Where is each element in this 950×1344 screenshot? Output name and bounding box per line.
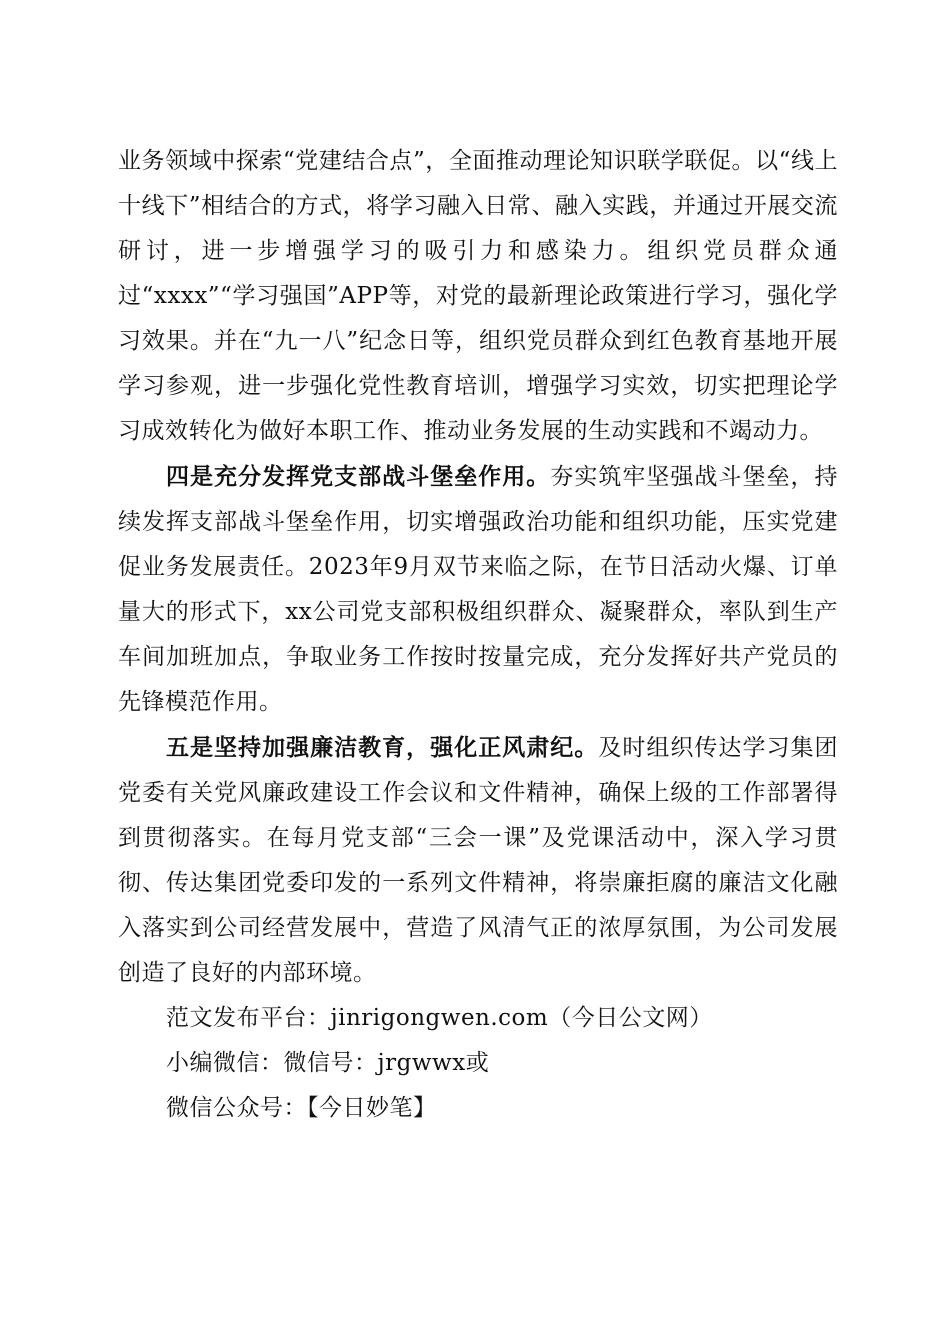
footer-platform: 范文发布平台：jinrigongwen.com（今日公文网） <box>166 1005 713 1031</box>
paragraph-section-4 <box>118 454 838 725</box>
paragraph-section-5 <box>118 725 838 996</box>
document-body <box>118 139 838 1131</box>
section-5-lead: 五是坚持加强廉洁教育，强化正风肃纪。 <box>166 734 599 761</box>
paragraph-continued: 业务领域中探索“党建结合点”，全面推动理论知识联学联促。以“线上十线下”相结合的方式，将学习融入日常、融入实践，并通过开展交流研讨，进一步增强学习的吸引力和感染力。组织党员群众通过“xxxx”“学习强国”APP等，对党的最新理论政策进行学习，强化学习效果。并在“九一八”纪念日等，组织党员群众到红色教育基地开展学习参观，进一步强化党性教育培训，增强学习实效，切实把理论学习成效转化为做好本职工作、推动业务发展的生动实践和不竭动力。 <box>118 148 838 444</box>
footer-info <box>118 996 838 1131</box>
footer-wechat: 小编微信：微信号：jrgwwx或 <box>166 1050 490 1076</box>
section-5-body: 及时组织传达学习集团党委有关党风廉政建设工作会议和文件精神，确保上级的工作部署得到贯彻落实。在每月党支部“三会一课”及党课活动中，深入学习贯彻、传达集团党委印发的一系列文件精神，将崇廉拒腐的廉洁文化融入落实到公司经营发展中，营造了风清气正的浓厚氛围，为公司发展创造了良好的内部环境。 <box>118 735 839 986</box>
section-4-lead: 四是充分发挥党支部战斗堡垒作用。 <box>166 463 551 490</box>
footer-official-account: 微信公众号：【今日妙笔】 <box>166 1095 437 1121</box>
section-4-body: 夯实筑牢坚强战斗堡垒，持续发挥支部战斗堡垒作用，切实增强政治功能和组织功能，压实党建促业务发展责任。2023年9月双节来临之际，在节日活动火爆、订单量大的形式下，xx公司党支部积极组织群众、凝聚群众，率队到生产车间加班加点，争取业务工作按时按量完成，充分发挥好共产党员的先锋模范作用。 <box>118 464 839 715</box>
